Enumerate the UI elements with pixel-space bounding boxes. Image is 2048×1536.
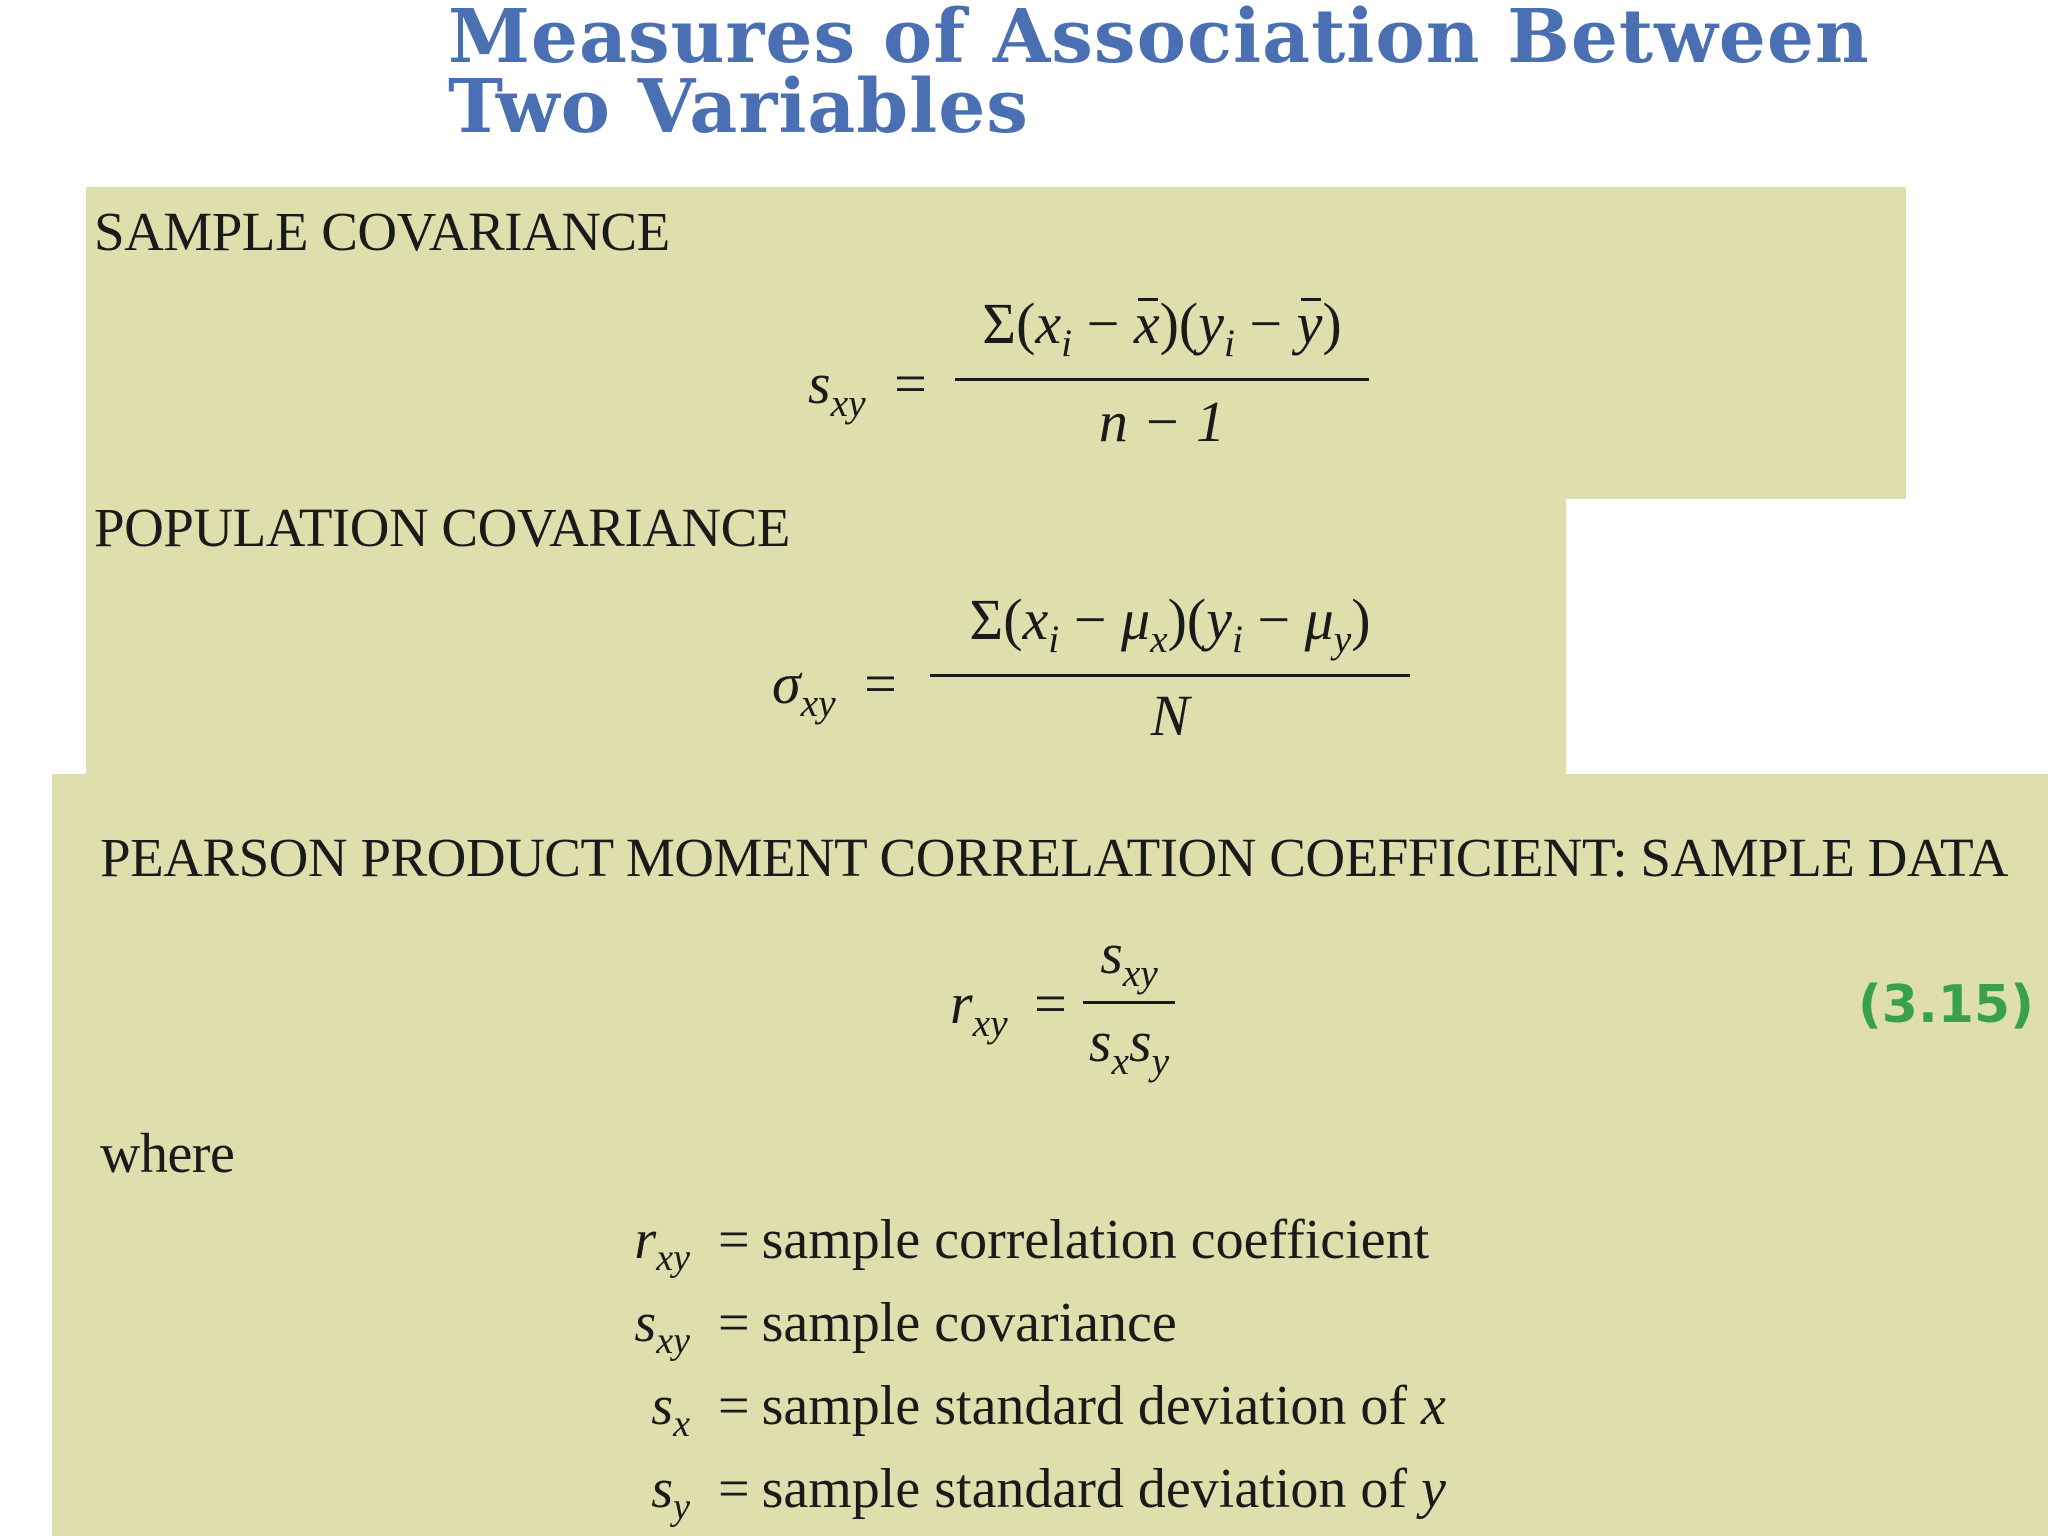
population-covariance-fraction-bar [930,674,1410,677]
population-covariance-lhs: $\sigma_{xy}$ = [772,651,897,725]
pearson-fraction-bar [1083,1001,1175,1004]
population-covariance-denominator: N [1150,683,1190,748]
pearson-denominator: $s_xs_y$ [1088,1009,1170,1083]
definition-row: $s_x$ = sample standard deviation of x [651,1375,1446,1446]
definition-row: $s_y$ = sample standard deviation of y [651,1458,1446,1529]
pearson-lhs: $r_{xy}$ = [950,971,1067,1045]
sample-covariance-fraction-bar [955,378,1369,381]
sample-covariance-denominator: n − 1 [1098,389,1226,454]
sample-covariance-heading: SAMPLE COVARIANCE [94,201,670,262]
population-covariance-numerator: $\Sigma(x_i - \mu_x)(y_i - \mu_y)$ [969,587,1371,661]
title-line-2: Two Variables [448,64,1029,150]
population-covariance-heading: POPULATION COVARIANCE [94,497,790,558]
title-line-1: Measures of Association Between [448,0,1870,80]
sample-covariance-numerator: $\Sigma(x_i - x)(y_i - y)$ [982,291,1342,365]
definition-row: $s_{xy}$ = sample covariance [634,1292,1177,1363]
definition-row: $r_{xy}$ = sample correlation coefficient [634,1209,1430,1280]
pearson-numerator: $s_{xy}$ [1100,921,1158,995]
pearson-heading: PEARSON PRODUCT MOMENT CORRELATION COEFFICIENT: SAMPLE DATA [100,827,2008,888]
where-label: where [100,1123,235,1185]
sample-covariance-lhs: $s_{xy}$ = [808,351,927,425]
equation-number: (3.15) [1858,975,2034,1035]
page-title [448,0,1870,150]
